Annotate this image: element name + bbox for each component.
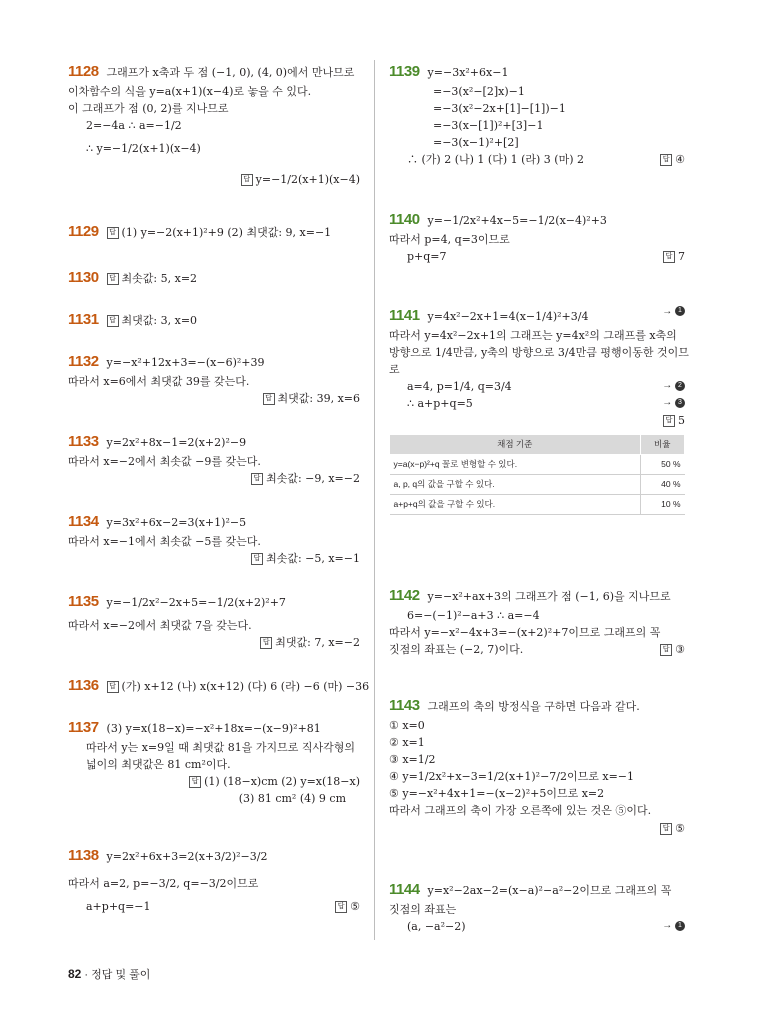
- text-line: [389, 918, 685, 935]
- text-line: [389, 395, 685, 412]
- answer-icon: 답: [660, 644, 672, 656]
- page-number: 82: [68, 967, 82, 981]
- problem-1143: [389, 694, 685, 878]
- answer-text: 최댓값: 7, x=−2: [275, 636, 360, 650]
- problem-number: 1130: [68, 269, 99, 286]
- problem-number: 1143: [389, 697, 420, 714]
- column-divider: [374, 60, 375, 940]
- text-line: [68, 898, 360, 915]
- text-line: (1) y=−2(x+1)²+9 (2) 최댓값: 9, x=−1: [121, 226, 332, 239]
- criteria-ratio: 40 %: [640, 474, 685, 494]
- text-line: 2=−4a ∴ a=−1/2: [86, 119, 182, 133]
- problem-number: 1144: [389, 881, 420, 898]
- problem-number: 1140: [389, 211, 420, 228]
- answer-text: ⑤: [675, 821, 685, 835]
- criteria-header: 채점 기준: [390, 434, 641, 454]
- text-line: 그래프의 축의 방정식을 구하면 다음과 같다.: [427, 700, 640, 713]
- answer-text: (1) (18−x)cm (2) y=x(18−x): [204, 775, 360, 789]
- text-line: ③ x=1/2: [389, 753, 436, 767]
- text-line: 따라서 y=4x²−2x+1의 그래프는 y=4x²의 그래프를 x축의: [389, 329, 677, 343]
- problem-number: 1132: [68, 353, 99, 370]
- text-line: 따라서 y는 x=9일 때 최댓값 81을 가지므로 직사각형의: [86, 741, 355, 755]
- answer-icon: 답: [660, 823, 672, 835]
- text-line-value: a+p+q=−1: [86, 900, 151, 914]
- problem-1140: [389, 208, 685, 304]
- step-marker-1: [662, 304, 685, 320]
- answer-icon: 답: [335, 901, 347, 913]
- text-line-value: 짓점의 좌표는 (−2, 7)이다.: [389, 643, 524, 657]
- text-line: y=4x²−2x+1=4(x−1/4)²+3/4: [427, 310, 589, 323]
- text-line: 최댓값: 3, x=0: [121, 314, 198, 327]
- answer-text: 7: [678, 250, 685, 264]
- text-line: y=−1/2x²−2x+5=−1/2(x+2)²+7: [106, 596, 286, 609]
- criteria-text: y=a(x−p)²+q 꼴로 변형할 수 있다.: [390, 454, 641, 474]
- text-line: 이 그래프가 점 (0, 2)를 지나므로: [68, 102, 229, 116]
- answer: [68, 634, 360, 651]
- answer-text: (3) 81 cm² (4) 9 cm: [238, 792, 346, 806]
- text-line: y=2x²+8x−1=2(x+2)²−9: [106, 436, 247, 449]
- answer: [68, 773, 360, 790]
- text-line: 로: [389, 363, 400, 377]
- answer-text: 최솟값: −5, x=−1: [266, 552, 360, 566]
- answer-text: ④: [675, 153, 685, 167]
- answer-icon: 답: [663, 415, 675, 427]
- text-line: 방향으로 1/4만큼, y축의 방향으로 3/4만큼 평행이동한 것이므: [389, 346, 689, 360]
- problem-number: 1131: [68, 311, 99, 328]
- text-line: [389, 151, 685, 168]
- text-line: 이차함수의 식을 y=a(x+1)(x−4)로 놓을 수 있다.: [68, 85, 312, 99]
- answer: [389, 820, 685, 837]
- page-footer: 82 · 정답 및 풀이: [68, 967, 151, 981]
- step-circle: 1: [675, 306, 685, 316]
- problem-1130: [68, 266, 360, 308]
- text-line: y=3x²+6x−2=3(x+1)²−5: [106, 516, 247, 529]
- text-line: 따라서 p=4, q=3이므로: [389, 233, 510, 247]
- ratio-header: 비율: [640, 434, 685, 454]
- criteria-ratio: 50 %: [640, 454, 685, 474]
- text-line: y=−1/2x²+4x−5=−1/2(x−4)²+3: [427, 214, 607, 227]
- problem-1129: [68, 220, 360, 266]
- answer-text: 5: [678, 414, 685, 428]
- text-line: [389, 248, 685, 265]
- text-line: y=−3x²+6x−1: [427, 66, 509, 79]
- text-line: y=x²−2ax−2=(x−a)²−a²−2이므로 그래프의 꼭: [427, 884, 672, 897]
- text-line: [389, 641, 685, 658]
- answer-text: 최솟값: −9, x=−2: [266, 472, 360, 486]
- text-line-value: (a, −a²−2): [407, 920, 466, 934]
- text-line: 짓점의 좌표는: [389, 903, 457, 917]
- text-line: 따라서 x=−2에서 최댓값 7을 갖는다.: [68, 619, 252, 633]
- text-line: 최솟값: 5, x=2: [121, 272, 198, 285]
- arrow-icon: →: [662, 397, 673, 409]
- problem-1131: [68, 308, 360, 350]
- text-line: 6=−(−1)²−a+3 ∴ a=−4: [407, 609, 540, 623]
- answer-text: ③: [675, 643, 685, 657]
- text-line: ④ y=1/2x²+x−3=1/2(x+1)²−7/2이므로 x=−1: [389, 770, 635, 784]
- step-marker-1: [662, 918, 685, 934]
- problem-number: 1139: [389, 63, 420, 80]
- step-circle: 3: [675, 398, 685, 408]
- text-line: ⑤ y=−x²+4x+1=−(x−2)²+5이므로 x=2: [389, 787, 605, 801]
- answer: [68, 470, 360, 487]
- problem-1134: [68, 510, 360, 590]
- step-marker-2: [662, 378, 685, 394]
- step-circle: 1: [675, 921, 685, 931]
- footer-label: 정답 및 풀이: [91, 969, 151, 981]
- problem-number: 1135: [68, 593, 99, 610]
- problem-number: 1137: [68, 719, 99, 736]
- answer-icon: 답: [663, 251, 675, 263]
- text-line: y=−x²+12x+3=−(x−6)²+39: [106, 356, 265, 369]
- left-column: [68, 60, 370, 915]
- answer-icon: 답: [107, 315, 119, 327]
- answer-icon: 답: [251, 553, 263, 565]
- text-line: =−3(x²−2x+[1]−[1])−1: [433, 102, 566, 116]
- problem-number: 1128: [68, 63, 99, 80]
- problem-number: 1138: [68, 847, 99, 864]
- problem-1139: [389, 60, 685, 208]
- arrow-icon: →: [662, 920, 673, 932]
- problem-1135: [68, 590, 360, 674]
- answer-icon: 답: [241, 174, 253, 186]
- answer-icon: 답: [260, 637, 272, 649]
- text-line: ∴ y=−1/2(x+1)(x−4): [86, 142, 201, 156]
- step-marker-3: [662, 395, 685, 411]
- criteria-text: a, p, q의 값을 구할 수 있다.: [390, 474, 641, 494]
- criteria-ratio: 10 %: [640, 495, 685, 515]
- answer-icon: 답: [263, 393, 275, 405]
- answer-text: y=−1/2(x+1)(x−4): [255, 173, 360, 187]
- text-line-value: a=4, p=1/4, q=3/4: [407, 380, 512, 394]
- problem-number: 1134: [68, 513, 99, 530]
- problem-1136: [68, 674, 370, 716]
- problem-1132: [68, 350, 360, 430]
- table-row: [390, 495, 685, 515]
- problem-1144: [389, 878, 685, 935]
- problem-1128: [68, 60, 360, 220]
- answer: [68, 390, 360, 407]
- problem-1133: [68, 430, 360, 510]
- text-line: 따라서 x=−2에서 최솟값 −9를 갖는다.: [68, 455, 261, 469]
- text-line: =−3(x−1)²+[2]: [433, 136, 519, 150]
- text-line: (가) x+12 (나) x(x+12) (다) 6 (라) −6 (마) −36: [121, 680, 370, 693]
- answer-icon: 답: [189, 776, 201, 788]
- table-row: [390, 474, 685, 494]
- criteria-text: a+p+q의 값을 구할 수 있다.: [390, 495, 641, 515]
- problem-1137: [68, 716, 360, 844]
- problem-1142: [389, 584, 685, 694]
- problem-number: 1133: [68, 433, 99, 450]
- text-line-value: p+q=7: [407, 250, 447, 264]
- problem-number: 1136: [68, 677, 99, 694]
- problem-number: 1142: [389, 587, 420, 604]
- answer-text: 최댓값: 39, x=6: [277, 392, 360, 406]
- text-line-value: ∴ a+p+q=5: [407, 397, 473, 411]
- text-line: [389, 378, 685, 395]
- text-line: 따라서 y=−x²−4x+3=−(x+2)²+7이므로 그래프의 꼭: [389, 626, 661, 640]
- answer-icon: 답: [660, 154, 672, 166]
- problem-number: 1129: [68, 223, 99, 240]
- text-line: ② x=1: [389, 736, 425, 750]
- grading-criteria-table: [389, 434, 685, 516]
- problem-1138: [68, 844, 360, 915]
- answer-icon: 답: [251, 473, 263, 485]
- text-line: 따라서 그래프의 축이 가장 오른쪽에 있는 것은 ⑤이다.: [389, 804, 652, 818]
- answer-icon: 답: [107, 681, 119, 693]
- arrow-icon: →: [662, 306, 673, 317]
- problem-1141: [389, 304, 689, 584]
- text-line: 따라서 a=2, p=−3/2, q=−3/2이므로: [68, 877, 259, 891]
- text-line: 따라서 x=6에서 최댓값 39를 갖는다.: [68, 375, 250, 389]
- step-circle: 2: [675, 381, 685, 391]
- text-line: 그래프가 x축과 두 점 (−1, 0), (4, 0)에서 만나므로: [106, 66, 355, 79]
- table-row: [390, 454, 685, 474]
- answer: [68, 550, 360, 567]
- answer: [68, 171, 360, 188]
- text-line: 넓이의 최댓값은 81 cm²이다.: [86, 758, 231, 772]
- text-line: y=−x²+ax+3의 그래프가 점 (−1, 6)을 지나므로: [427, 590, 671, 603]
- answer: [389, 412, 685, 429]
- text-line: =−3(x²−[2]x)−1: [433, 85, 525, 99]
- answer-icon: 답: [107, 273, 119, 285]
- text-line: 따라서 x=−1에서 최솟값 −5를 갖는다.: [68, 535, 261, 549]
- text-line: (3) y=x(18−x)=−x²+18x=−(x−9)²+81: [106, 722, 321, 735]
- arrow-icon: →: [662, 380, 673, 392]
- text-line: =−3(x−[1])²+[3]−1: [433, 119, 544, 133]
- problem-number: 1141: [389, 307, 420, 324]
- text-line: y=2x²+6x+3=2(x+3/2)²−3/2: [106, 850, 268, 863]
- text-line-value: ∴ (가) 2 (나) 1 (다) 1 (라) 3 (마) 2: [407, 153, 585, 167]
- answer-icon: 답: [107, 227, 119, 239]
- text-line: ① x=0: [389, 719, 425, 733]
- answer-text: ⑤: [350, 900, 360, 914]
- right-column: [389, 60, 689, 935]
